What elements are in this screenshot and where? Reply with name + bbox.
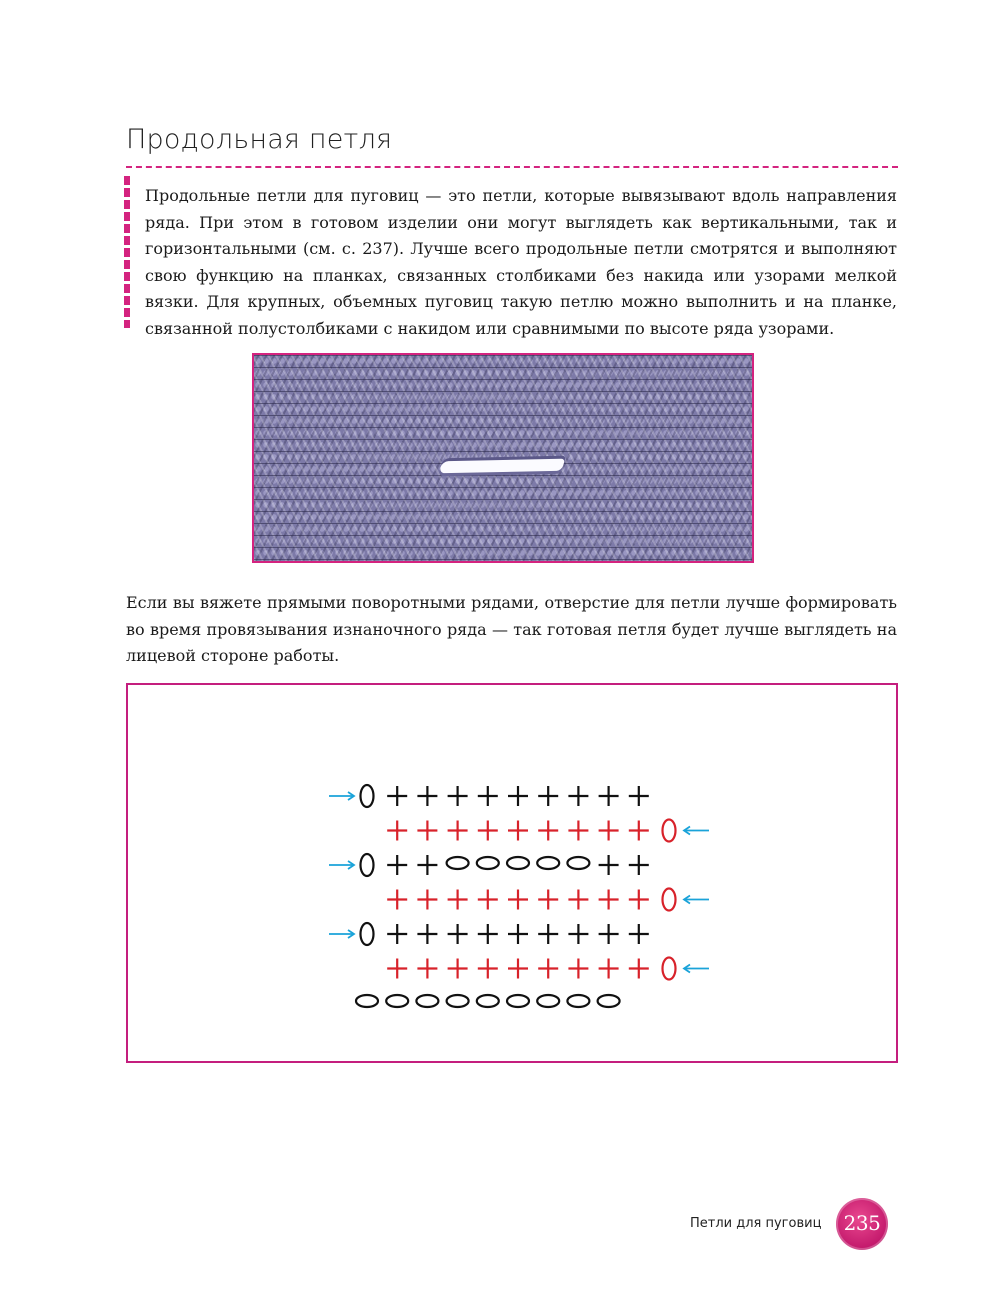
chain-stitch <box>507 857 529 869</box>
chain-stitch <box>386 995 408 1007</box>
turning-chain-stitch <box>663 820 676 842</box>
chain-stitch <box>416 995 438 1007</box>
turning-chain-stitch <box>361 785 374 807</box>
accent-side-bar <box>124 176 130 328</box>
chain-stitch <box>507 995 529 1007</box>
chain-stitch <box>537 857 559 869</box>
row-direction-arrow-icon <box>329 930 354 938</box>
crochet-diagram <box>126 683 898 1063</box>
dashed-divider <box>126 166 898 168</box>
running-footer: Петли для пуговиц <box>690 1216 822 1231</box>
chain-stitch <box>598 995 620 1007</box>
chain-stitch <box>356 995 378 1007</box>
chain-stitch <box>447 857 469 869</box>
turning-chain-stitch <box>663 958 676 980</box>
row-direction-arrow-icon <box>684 827 709 835</box>
chain-stitch <box>567 995 589 1007</box>
intro-paragraph: Продольные петли для пуговиц — это петли, которые вывязывают вдоль направления ряда. При этом в готовом изделии они могут выглядеть как вертикальными, так и горизонтальными (см. с. 237). Лучше всего продольные петли смотрятся и выполняют свою функцию на планках, связанных столбиками без накида или узорами мелкой вязки. Для крупных, объемных пуговиц такую петлю можно выполнить и на планке, связанной полустолбиками с накидом или сравнимыми по высоте ряда узорами. <box>145 186 897 338</box>
body-paragraph: Если вы вяжете прямыми поворотными рядами, отверстие для петли лучше формировать во время провязывания изнаночного ряда — так готовая петля будет лучше выглядеть на лицевой стороне работы. <box>126 593 897 665</box>
row-direction-arrow-icon <box>684 965 709 973</box>
turning-chain-stitch <box>361 854 374 876</box>
chain-stitch <box>477 995 499 1007</box>
chain-stitch <box>537 995 559 1007</box>
row-direction-arrow-icon <box>329 861 354 869</box>
page-number-badge <box>836 1198 888 1250</box>
row-direction-arrow-icon <box>684 896 709 904</box>
knit-texture <box>254 355 752 561</box>
knitted-sample-photo <box>252 353 754 563</box>
page-number: 235 <box>843 1211 881 1235</box>
section-title: Продольная петля <box>126 124 393 155</box>
chain-stitch <box>477 857 499 869</box>
crochet-chart-svg <box>128 685 896 1061</box>
turning-chain-stitch <box>663 889 676 911</box>
chain-stitch <box>447 995 469 1007</box>
row-direction-arrow-icon <box>329 792 354 800</box>
turning-chain-stitch <box>361 923 374 945</box>
chain-stitch <box>567 857 589 869</box>
